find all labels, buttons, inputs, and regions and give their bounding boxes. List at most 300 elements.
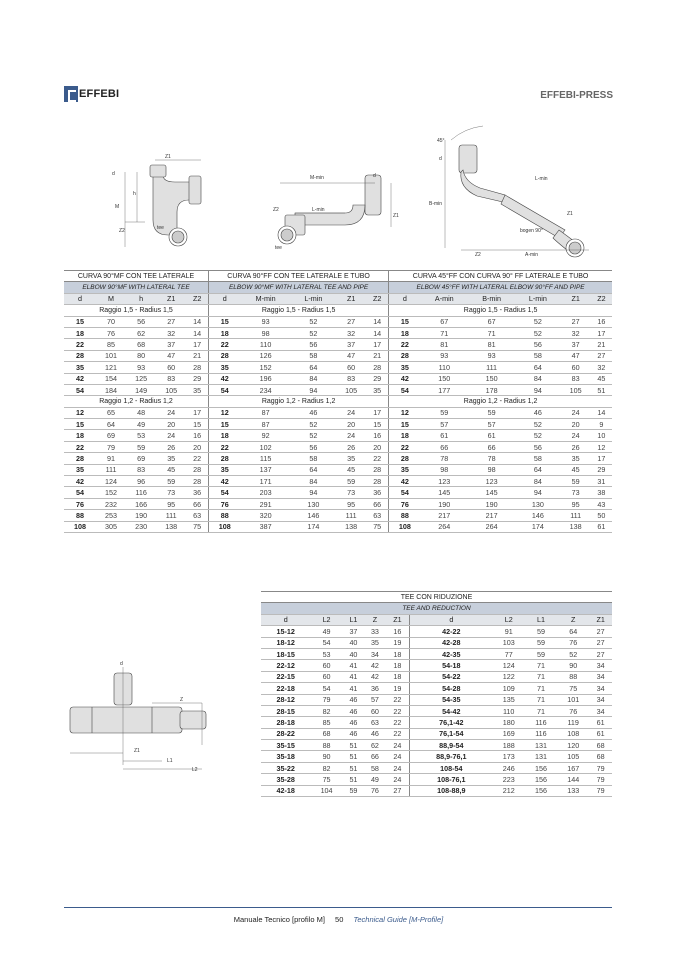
table-cell: 28-12 [261, 694, 310, 705]
table-cell: 60 [364, 705, 386, 716]
table-cell: 35 [186, 384, 208, 395]
table-cell: 119 [557, 717, 589, 728]
table-cell: 42 [389, 373, 421, 384]
table-cell: 66 [421, 441, 468, 452]
table-cell: 22 [64, 339, 96, 350]
table-cell: 95 [156, 498, 186, 509]
table-cell: 20 [156, 419, 186, 430]
table-cell: 76 [364, 785, 386, 796]
column-header: Z [557, 614, 589, 625]
subtitle-col3: ELBOW 45°FF WITH LATERAL ELBOW 90°FF AND PIPE [389, 282, 612, 293]
d2-z2-label: Z2 [273, 207, 279, 213]
table-cell: 137 [241, 464, 291, 475]
d3-bogen-label: bogen 90° [520, 228, 543, 234]
table-row [64, 316, 612, 327]
table-cell: 88 [209, 510, 241, 521]
table-cell: 75 [186, 521, 208, 532]
table-cell: 111 [156, 510, 186, 521]
d2-lmin-label: L-min [312, 207, 325, 213]
main-table-body [64, 271, 612, 533]
table-cell: 232 [96, 498, 126, 509]
table-cell: 60 [336, 362, 366, 373]
table-cell: 92 [241, 430, 291, 441]
table-cell: 101 [557, 694, 589, 705]
table-cell: 34 [589, 705, 612, 716]
table-cell: 79 [589, 762, 612, 773]
table-cell: 60 [310, 660, 342, 671]
table-cell: 109 [493, 683, 525, 694]
table-cell: 12 [209, 407, 241, 418]
d4-z1-label: Z1 [134, 748, 140, 754]
table-cell: 82 [310, 762, 342, 773]
reduction-subtitle: TEE AND REDUCTION [261, 603, 612, 614]
page-footer [0, 915, 677, 924]
table-cell: 53 [310, 648, 342, 659]
table-cell: 20 [336, 419, 366, 430]
table-cell: 146 [515, 510, 560, 521]
main-dimensions-table [64, 270, 612, 533]
table-cell: 123 [421, 476, 468, 487]
table-cell: 22 [64, 441, 96, 452]
table-cell: 178 [468, 384, 515, 395]
table-cell: 62 [126, 327, 156, 338]
table-cell: 54 [64, 384, 96, 395]
table-cell: 87 [241, 407, 291, 418]
table-cell: 196 [241, 373, 291, 384]
table-cell: 24 [156, 430, 186, 441]
column-header: L2 [310, 614, 342, 625]
table-cell: 59 [421, 407, 468, 418]
table-cell: 28 [209, 350, 241, 361]
table-cell: 93 [241, 316, 291, 327]
table-cell: 42-22 [410, 626, 493, 637]
table-cell: 120 [557, 740, 589, 751]
table-cell: 144 [557, 774, 589, 785]
table-cell: 68 [310, 728, 342, 739]
table-cell: 108-76,1 [410, 774, 493, 785]
table-cell: 54 [389, 487, 421, 498]
table-cell: 320 [241, 510, 291, 521]
table-cell: 27 [386, 785, 410, 796]
table-cell: 54 [209, 384, 241, 395]
table-cell: 21 [591, 339, 612, 350]
table-cell: 88 [64, 510, 96, 521]
table-cell: 71 [525, 694, 557, 705]
table-cell: 28 [186, 476, 208, 487]
table-cell: 50 [591, 510, 612, 521]
table-cell: 17 [186, 339, 208, 350]
table-row [261, 671, 612, 682]
table-cell: 75 [366, 521, 388, 532]
table-row [64, 373, 612, 384]
table-cell: 46 [343, 705, 365, 716]
tee-reduction-table [261, 591, 612, 797]
table-cell: 73 [336, 487, 366, 498]
table-row [261, 683, 612, 694]
table-cell: 149 [126, 384, 156, 395]
column-header: Z1 [336, 293, 366, 304]
table-cell: 71 [525, 683, 557, 694]
table-cell: 34 [589, 683, 612, 694]
column-header: Z1 [386, 614, 410, 625]
d1-m-label: M [115, 204, 120, 210]
main-table-subtitle-row [64, 282, 612, 293]
table-cell: 28 [64, 453, 96, 464]
table-row [64, 430, 612, 441]
table-cell: 126 [241, 350, 291, 361]
table-cell: 27 [589, 648, 612, 659]
d3-z1-label: Z1 [567, 211, 573, 217]
table-cell: 24 [156, 407, 186, 418]
table-cell: 45 [156, 464, 186, 475]
table-cell: 203 [241, 487, 291, 498]
column-header: d [64, 293, 96, 304]
table-cell: 18 [389, 327, 421, 338]
table-cell: 14 [186, 327, 208, 338]
table-cell: 64 [515, 464, 560, 475]
table-cell: 76 [389, 498, 421, 509]
table-row [64, 476, 612, 487]
table-cell: 108-54 [410, 762, 493, 773]
table-cell: 81 [421, 339, 468, 350]
table-cell: 41 [343, 671, 365, 682]
table-cell: 46 [343, 717, 365, 728]
table-cell: 18 [386, 660, 410, 671]
table-cell: 84 [291, 373, 336, 384]
table-cell: 105 [156, 384, 186, 395]
table-cell: 66 [468, 441, 515, 452]
table-cell: 26 [561, 441, 591, 452]
table-row [261, 728, 612, 739]
table-cell: 54 [310, 637, 342, 648]
table-cell: 79 [96, 441, 126, 452]
table-cell: 85 [96, 339, 126, 350]
table-cell: 67 [468, 316, 515, 327]
table-cell: 88,9-76,1 [410, 751, 493, 762]
table-cell: 37 [561, 339, 591, 350]
table-cell: 49 [310, 626, 342, 637]
table-cell: 130 [515, 498, 560, 509]
table-cell: 12 [389, 407, 421, 418]
table-cell: 51 [343, 751, 365, 762]
table-row [64, 498, 612, 509]
table-row [261, 637, 612, 648]
title-col2: CURVA 90°FF CON TEE LATERALE E TUBO [209, 271, 389, 282]
table-cell: 108-88,9 [410, 785, 493, 796]
table-cell: 21 [366, 350, 388, 361]
table-cell: 131 [525, 740, 557, 751]
table-cell: 28 [186, 464, 208, 475]
table-cell: 35 [64, 464, 96, 475]
table-cell: 63 [364, 717, 386, 728]
footer-english-title: Technical Guide [M-Profile] [353, 915, 444, 924]
table-row [261, 717, 612, 728]
table-cell: 22 [366, 453, 388, 464]
table-cell: 42 [364, 660, 386, 671]
table-cell: 54-22 [410, 671, 493, 682]
table-cell: 234 [241, 384, 291, 395]
table-cell: 75 [557, 683, 589, 694]
d3-amin-label: A-min [525, 252, 539, 258]
table-cell: 22 [386, 728, 410, 739]
table-cell: 68 [126, 339, 156, 350]
table-cell: 20 [186, 441, 208, 452]
table-cell: 52 [291, 419, 336, 430]
table-cell: 156 [525, 762, 557, 773]
table-cell: 102 [241, 441, 291, 452]
table-cell: 27 [561, 316, 591, 327]
table-cell: 28 [389, 453, 421, 464]
table-cell: 115 [241, 453, 291, 464]
table-row [64, 362, 612, 373]
table-cell: 65 [96, 407, 126, 418]
table-cell: 54-35 [410, 694, 493, 705]
table-cell: 34 [589, 671, 612, 682]
table-cell: 15 [389, 316, 421, 327]
d1-d-label: d [112, 171, 115, 177]
table-cell: 95 [561, 498, 591, 509]
table-row [64, 407, 612, 418]
table-cell: 32 [561, 327, 591, 338]
table-cell: 35 [156, 453, 186, 464]
radius-12-row [64, 396, 612, 407]
table-cell: 34 [364, 648, 386, 659]
table-cell: 17 [186, 407, 208, 418]
table-cell: 57 [468, 419, 515, 430]
table-cell: 138 [561, 521, 591, 532]
table-cell: 64 [291, 362, 336, 373]
d4-d-label: d [120, 661, 123, 667]
table-cell: 35 [64, 362, 96, 373]
table-cell: 131 [525, 751, 557, 762]
table-cell: 52 [515, 327, 560, 338]
table-cell: 29 [366, 373, 388, 384]
table-cell: 78 [421, 453, 468, 464]
radius-label: Raggio 1,2 - Radius 1,2 [209, 396, 389, 407]
subtitle-col1: ELBOW 90°MF WITH LATERAL TEE [64, 282, 209, 293]
table-cell: 79 [589, 774, 612, 785]
table-cell: 24 [561, 407, 591, 418]
table-cell: 17 [591, 453, 612, 464]
table-cell: 116 [525, 717, 557, 728]
table-cell: 93 [126, 362, 156, 373]
table-cell: 22 [386, 694, 410, 705]
column-header: L1 [343, 614, 365, 625]
table-cell: 47 [561, 350, 591, 361]
table-cell: 188 [493, 740, 525, 751]
table-cell: 101 [96, 350, 126, 361]
column-header: M-min [241, 293, 291, 304]
table-cell: 14 [366, 327, 388, 338]
reduction-subtitle-row [261, 603, 612, 614]
table-cell: 54-28 [410, 683, 493, 694]
table-cell: 14 [186, 316, 208, 327]
table-cell: 64 [96, 419, 126, 430]
table-cell: 28 [366, 362, 388, 373]
table-cell: 59 [126, 441, 156, 452]
footer-italian-title: Manuale Tecnico [profilo M] [233, 915, 325, 924]
table-cell: 52 [515, 430, 560, 441]
table-cell: 67 [421, 316, 468, 327]
table-cell: 190 [126, 510, 156, 521]
table-cell: 77 [493, 648, 525, 659]
table-cell: 108 [389, 521, 421, 532]
table-cell: 57 [364, 694, 386, 705]
table-cell: 40 [343, 637, 365, 648]
table-cell: 32 [591, 362, 612, 373]
table-cell: 35-22 [261, 762, 310, 773]
table-cell: 108 [64, 521, 96, 532]
table-cell: 42 [64, 373, 96, 384]
column-header: L-min [291, 293, 336, 304]
table-cell: 16 [186, 430, 208, 441]
table-cell: 171 [241, 476, 291, 487]
title-col3: CURVA 45°FF CON CURVA 90° FF LATERALE E TUBO [389, 271, 612, 282]
column-header: Z1 [561, 293, 591, 304]
table-cell: 34 [589, 660, 612, 671]
table-cell: 81 [468, 339, 515, 350]
table-cell: 76 [209, 498, 241, 509]
table-cell: 22 [209, 339, 241, 350]
table-cell: 190 [468, 498, 515, 509]
table-row [64, 350, 612, 361]
table-cell: 64 [515, 362, 560, 373]
table-cell: 78 [468, 453, 515, 464]
table-cell: 18 [209, 430, 241, 441]
column-header: L-min [515, 293, 560, 304]
table-cell: 105 [561, 384, 591, 395]
table-cell: 42-35 [410, 648, 493, 659]
table-cell: 95 [336, 498, 366, 509]
table-cell: 12 [64, 407, 96, 418]
d2-tee-label: tee [275, 245, 282, 251]
column-header: d [389, 293, 421, 304]
table-cell: 35 [561, 453, 591, 464]
d4-z-label: Z [180, 697, 184, 703]
column-header: B-min [468, 293, 515, 304]
table-cell: 230 [126, 521, 156, 532]
table-cell: 42 [209, 476, 241, 487]
table-cell: 48 [126, 407, 156, 418]
table-cell: 130 [291, 498, 336, 509]
table-row [261, 751, 612, 762]
table-row [64, 419, 612, 430]
table-cell: 76,1-42 [410, 717, 493, 728]
table-row [261, 660, 612, 671]
radius-label: Raggio 1,2 - Radius 1,2 [389, 396, 612, 407]
table-cell: 24 [386, 762, 410, 773]
table-cell: 33 [364, 626, 386, 637]
table-cell: 20 [366, 441, 388, 452]
table-cell: 88 [557, 671, 589, 682]
table-cell: 52 [515, 316, 560, 327]
table-row [261, 626, 612, 637]
table-cell: 150 [468, 373, 515, 384]
table-cell: 59 [525, 648, 557, 659]
table-cell: 15 [389, 419, 421, 430]
table-cell: 167 [557, 762, 589, 773]
table-cell: 64 [291, 464, 336, 475]
table-cell: 123 [468, 476, 515, 487]
table-cell: 52 [291, 316, 336, 327]
column-header: d [209, 293, 241, 304]
table-cell: 16 [386, 626, 410, 637]
table-cell: 34 [589, 694, 612, 705]
table-cell: 116 [126, 487, 156, 498]
table-cell: 37 [343, 626, 365, 637]
table-cell: 154 [96, 373, 126, 384]
table-row [261, 705, 612, 716]
table-cell: 15-12 [261, 626, 310, 637]
table-cell: 93 [421, 350, 468, 361]
drawing-elbow-90-mf-tee [105, 150, 220, 250]
table-cell: 71 [525, 705, 557, 716]
table-cell: 82 [310, 705, 342, 716]
table-cell: 46 [515, 407, 560, 418]
main-table-header-row [64, 293, 612, 304]
table-cell: 156 [525, 774, 557, 785]
table-cell: 10 [591, 430, 612, 441]
table-cell: 83 [126, 464, 156, 475]
table-cell: 22-12 [261, 660, 310, 671]
table-cell: 88 [389, 510, 421, 521]
table-cell: 28 [64, 350, 96, 361]
table-cell: 75 [310, 774, 342, 785]
table-cell: 83 [561, 373, 591, 384]
d1-tee-label: tee [157, 225, 164, 231]
table-cell: 22 [389, 441, 421, 452]
table-cell: 70 [96, 316, 126, 327]
table-cell: 18-12 [261, 637, 310, 648]
table-cell: 15 [186, 419, 208, 430]
table-cell: 15 [366, 419, 388, 430]
table-cell: 124 [96, 476, 126, 487]
column-header: Z [364, 614, 386, 625]
table-cell: 169 [493, 728, 525, 739]
column-header: Z2 [186, 293, 208, 304]
table-cell: 125 [126, 373, 156, 384]
table-cell: 93 [468, 350, 515, 361]
column-header: d [410, 614, 493, 625]
table-cell: 36 [186, 487, 208, 498]
table-cell: 71 [421, 327, 468, 338]
table-cell: 59 [525, 637, 557, 648]
table-cell: 35-28 [261, 774, 310, 785]
table-cell: 94 [515, 487, 560, 498]
table-cell: 52 [515, 419, 560, 430]
table-cell: 37 [156, 339, 186, 350]
table-cell: 46 [343, 694, 365, 705]
table-cell: 36 [364, 683, 386, 694]
table-cell: 58 [364, 762, 386, 773]
table-cell: 121 [96, 362, 126, 373]
table-cell: 19 [386, 683, 410, 694]
table-cell: 104 [310, 785, 342, 796]
table-cell: 28 [209, 453, 241, 464]
table-cell: 27 [156, 316, 186, 327]
table-cell: 56 [515, 339, 560, 350]
table-cell: 103 [493, 637, 525, 648]
table-cell: 54 [389, 384, 421, 395]
column-header: Z1 [156, 293, 186, 304]
table-cell: 133 [557, 785, 589, 796]
table-cell: 41 [343, 683, 365, 694]
table-cell: 29 [591, 464, 612, 475]
table-cell: 35 [336, 453, 366, 464]
table-cell: 40 [343, 648, 365, 659]
table-cell: 96 [126, 476, 156, 487]
radius-15-row [64, 305, 612, 316]
